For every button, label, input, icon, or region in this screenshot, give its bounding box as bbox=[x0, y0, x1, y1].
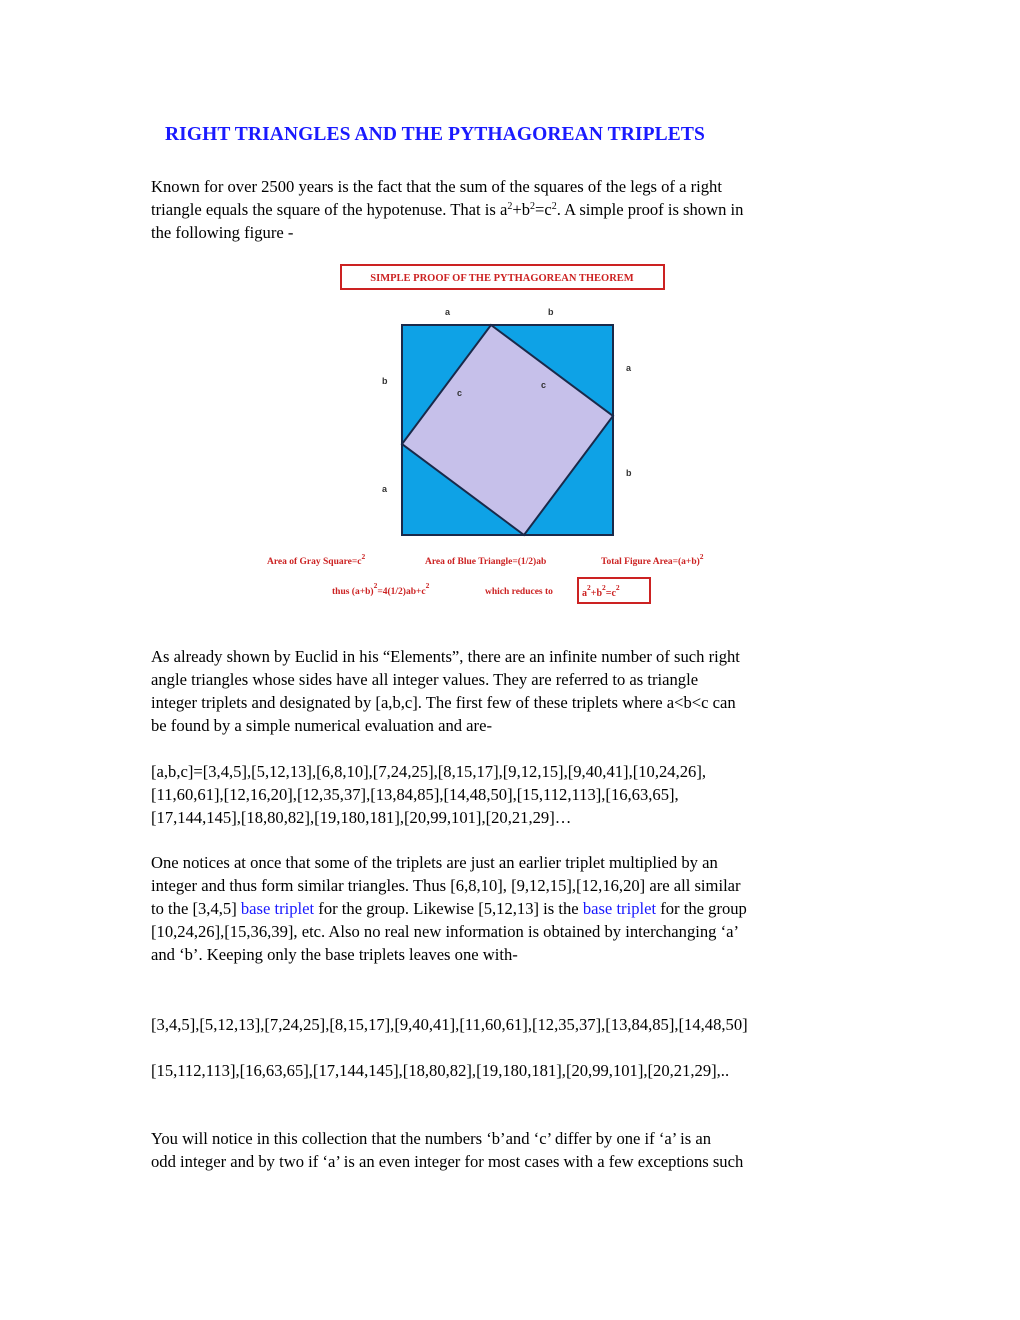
notice-paragraph bbox=[151, 851, 871, 966]
page-title: RIGHT TRIANGLES AND THE PYTHAGOREAN TRIPLETS bbox=[165, 124, 705, 145]
notice-line-3 bbox=[151, 897, 871, 920]
base-triplets-line-2 bbox=[151, 1059, 871, 1082]
closing-line-2: odd integer and by two if ‘a’ is an even integer for most cases with a few exceptions such bbox=[151, 1152, 744, 1171]
intro-paragraph bbox=[151, 175, 871, 244]
intro-line-2 bbox=[151, 198, 871, 221]
euclid-line-1: As already shown by Euclid in his “Elements”, there are an infinite number of such right bbox=[151, 647, 740, 666]
superscript: 2 bbox=[507, 201, 513, 212]
notice-text: to the [3,4,5] bbox=[151, 899, 241, 918]
base-triplets-text: [3,4,5],[5,12,13],[7,24,25],[8,15,17],[9,40,41],[11,60,61],[12,35,37],[13,84,85],[14,48,50] bbox=[151, 1015, 748, 1034]
boxed-text: +b bbox=[590, 588, 603, 599]
thus-equation bbox=[332, 581, 430, 597]
total-area-exponent: 2 bbox=[699, 552, 704, 561]
thus-exponent: 2 bbox=[373, 581, 378, 590]
proof-diagram bbox=[262, 258, 762, 608]
boxed-exponent: 2 bbox=[602, 583, 606, 592]
intro-text: +b bbox=[512, 200, 531, 219]
pythagorean-proof-figure bbox=[262, 258, 762, 608]
triplets-paragraph bbox=[151, 760, 871, 829]
closing-paragraph bbox=[151, 1127, 871, 1173]
label-c-left: c bbox=[457, 388, 463, 398]
area-blue-label: Area of Blue Triangle=(1/2)ab bbox=[425, 557, 547, 567]
triplets-line-1: [a,b,c]=[3,4,5],[5,12,13],[6,8,10],[7,24,25],[8,15,17],[9,12,15],[9,40,41],[10,24,26], bbox=[151, 762, 706, 781]
total-area-label bbox=[601, 552, 704, 567]
euclid-paragraph bbox=[151, 645, 871, 737]
intro-text: triangle equals the square of the hypotenuse. That is a bbox=[151, 200, 508, 219]
euclid-line-2: angle triangles whose sides have all integer values. They are referred to as triangle bbox=[151, 670, 699, 689]
area-gray-exponent: 2 bbox=[361, 552, 366, 561]
label-a-left: a bbox=[382, 484, 388, 494]
boxed-text: =c bbox=[605, 588, 616, 599]
notice-text: for the group. Likewise [5,12,13] is the bbox=[314, 899, 583, 918]
base-triplet-link[interactable]: base triplet bbox=[240, 899, 315, 918]
triplets-line-3: [17,144,145],[18,80,82],[19,180,181],[20,99,101],[20,21,29]… bbox=[151, 808, 572, 827]
area-gray-text: Area of Gray Square=c bbox=[267, 557, 362, 567]
label-a-right: a bbox=[626, 363, 632, 373]
notice-line-5: and ‘b’. Keeping only the base triplets leaves one with- bbox=[151, 945, 518, 964]
superscript: 2 bbox=[530, 201, 536, 212]
euclid-line-4: be found by a simple numerical evaluation and are- bbox=[151, 716, 492, 735]
superscript: 2 bbox=[551, 201, 557, 212]
notice-line-4: [10,24,26],[15,36,39], etc. Also no real new information is obtained by interchanging ‘a’ bbox=[151, 922, 740, 941]
intro-line-3: the following figure - bbox=[151, 223, 294, 242]
label-b-right: b bbox=[626, 468, 632, 478]
euclid-line-3: integer triplets and designated by [a,b,c]. The first few of these triplets where a<b<c can bbox=[151, 693, 736, 712]
intro-text: . A simple proof is shown in bbox=[556, 200, 744, 219]
area-gray-label bbox=[267, 552, 366, 567]
notice-line-2: integer and thus form similar triangles. Thus [6,8,10], [9,12,15],[12,16,20] are all similar bbox=[151, 876, 741, 895]
boxed-exponent: 2 bbox=[587, 583, 591, 592]
thus-text: =4(1/2)ab+c bbox=[377, 587, 426, 597]
notice-text: for the group bbox=[656, 899, 747, 918]
notice-line-1: One notices at once that some of the triplets are just an earlier triplet multiplied by an bbox=[151, 853, 718, 872]
thus-text: thus (a+b) bbox=[332, 587, 374, 597]
closing-line-1: You will notice in this collection that the numbers ‘b’and ‘c’ differ by one if ‘a’ is an bbox=[151, 1129, 712, 1148]
triplets-line-2: [11,60,61],[12,16,20],[12,35,37],[13,84,85],[14,48,50],[15,112,113],[16,63,65], bbox=[151, 785, 679, 804]
reduces-label: which reduces to bbox=[485, 587, 553, 597]
intro-line-1: Known for over 2500 years is the fact that the sum of the squares of the legs of a right bbox=[151, 177, 722, 196]
boxed-text: a bbox=[582, 588, 587, 599]
label-b-left: b bbox=[382, 376, 388, 386]
boxed-exponent: 2 bbox=[615, 583, 620, 592]
intro-text: =c bbox=[535, 200, 552, 219]
total-area-text: Total Figure Area=(a+b) bbox=[601, 557, 700, 567]
label-b-top: b bbox=[548, 307, 554, 317]
base-triplets-text: [15,112,113],[16,63,65],[17,144,145],[18,80,82],[19,180,181],[20,99,101],[20,21,29],.. bbox=[151, 1061, 730, 1080]
figure-title: SIMPLE PROOF OF THE PYTHAGOREAN THEOREM bbox=[370, 273, 634, 284]
base-triplets-line-1 bbox=[151, 1013, 871, 1036]
label-a-top: a bbox=[445, 307, 451, 317]
base-triplet-link[interactable]: base triplet bbox=[582, 899, 657, 918]
label-c-right: c bbox=[541, 380, 547, 390]
thus-exponent: 2 bbox=[425, 581, 430, 590]
